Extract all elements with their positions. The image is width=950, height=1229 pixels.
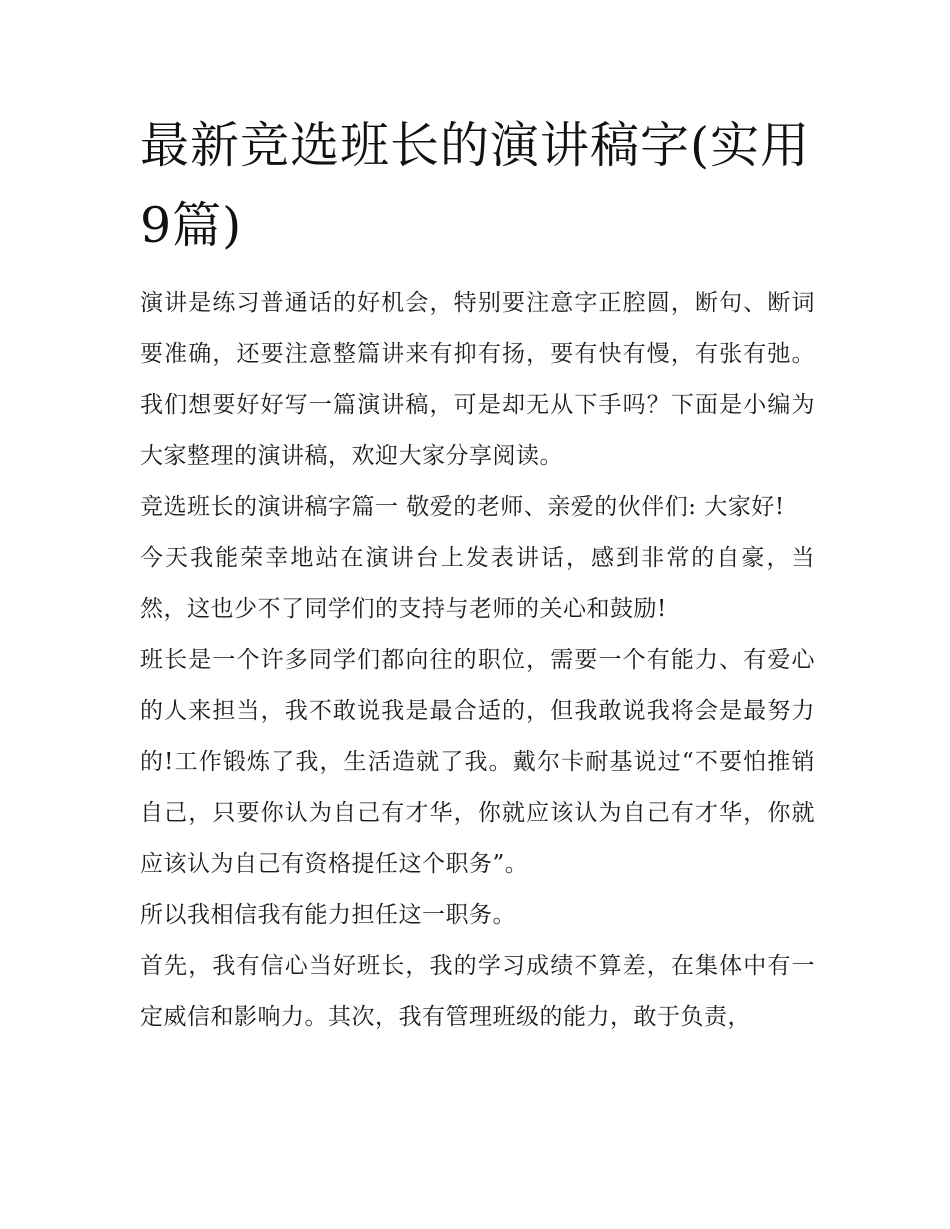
paragraph-confidence: 所以我相信我有能力担任这一职务。 — [140, 902, 516, 928]
document-body — [140, 278, 815, 1043]
paragraph-honor: 今天我能荣幸地站在演讲台上发表讲话，感到非常的自豪，当然，这也少不了同学们的支持与老师的关心和鼓励! — [140, 545, 815, 622]
paragraph-greeting: 竞选班长的演讲稿字篇一 敬爱的老师、亲爱的伙伴们: 大家好! — [140, 494, 785, 520]
paragraph-qualifications: 首先，我有信心当好班长，我的学习成绩不算差，在集体中有一定威信和影响力。其次，我有管理班级的能力，敢于负责， — [140, 953, 815, 1030]
document-title: 最新竞选班长的演讲稿字(实用9篇) — [140, 117, 811, 254]
paragraph-intro: 演讲是练习普通话的好机会，特别要注意字正腔圆，断句、断词要准确，还要注意整篇讲来有抑有扬，要有快有慢，有张有弛。我们想要好好写一篇演讲稿，可是却无从下手吗？下面是小编为大家整理的演讲稿，欢迎大家分享阅读。 — [140, 290, 815, 469]
paragraph-monitor-role: 班长是一个许多同学们都向往的职位，需要一个有能力、有爱心的人来担当，我不敢说我是最合适的，但我敢说我将会是最努力的!工作锻炼了我，生活造就了我。戴尔卡耐基说过“不要怕推销自己，只要你认为自己有才华，你就应该认为自己有才华，你就应该认为自己有资格提任这个职务”。 — [140, 647, 815, 877]
